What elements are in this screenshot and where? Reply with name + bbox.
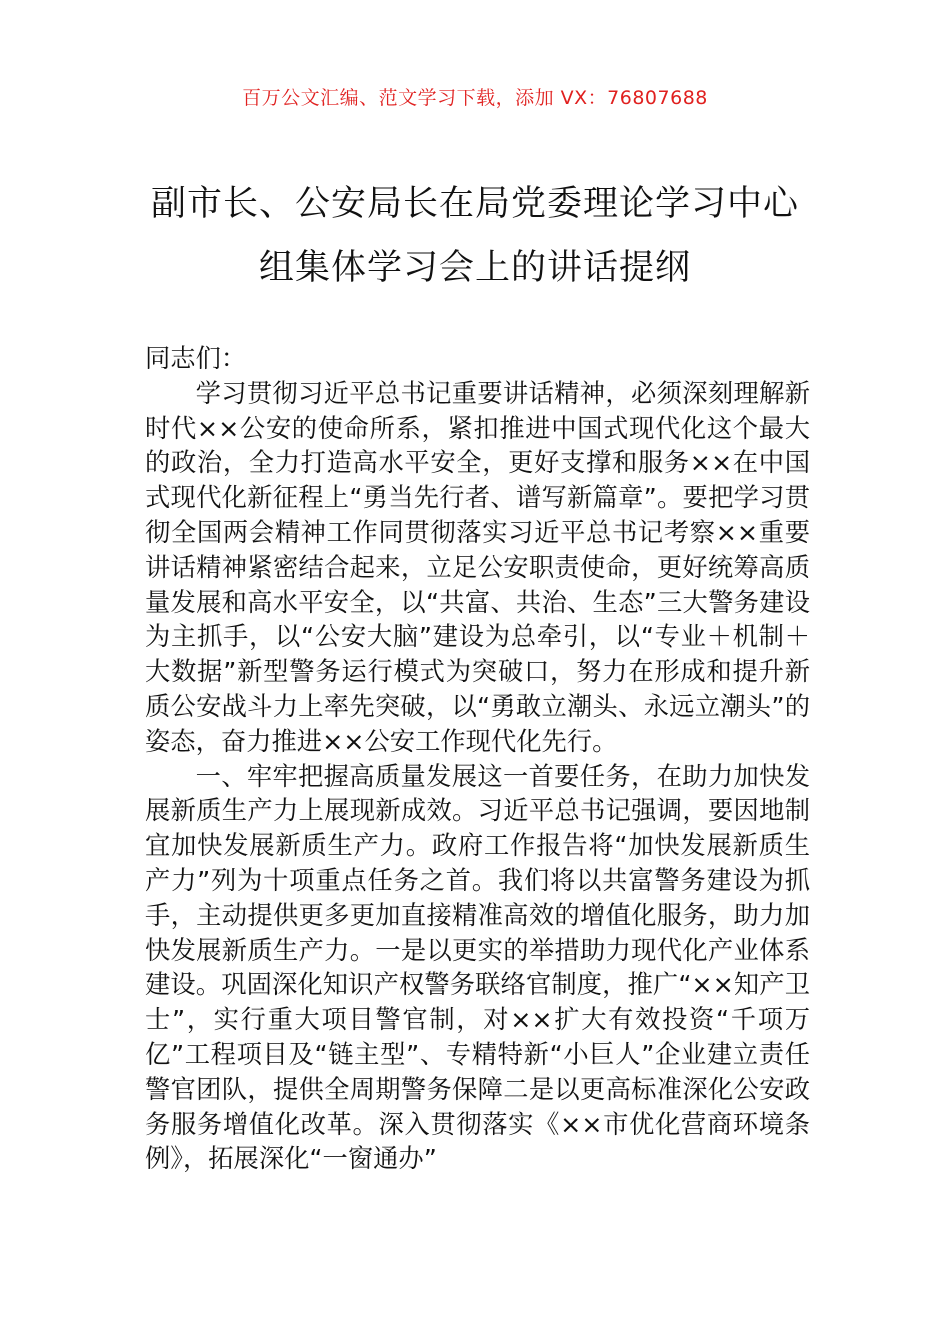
title-line-1: 副市长、公安局长在局党委理论学习中心: [150, 184, 799, 224]
title-line-2: 组集体学习会上的讲话提纲: [258, 248, 691, 288]
document-body: [145, 342, 810, 1177]
salutation: 同志们：: [145, 344, 247, 373]
paragraph-section-1: 一、牢牢把握高质量发展这一首要任务，在助力加快发展新质生产力上展现新成效。习近平总书记强调，要因地制宜加快发展新质生产力。政府工作报告将“加快发展新质生产力”列为十项重点任务之首。我们将以共富警务建设为抓手，主动提供更多更加直接精准高效的增值化服务，助力加快发展新质生产力。一是以更实的举措助力现代化产业体系建设。巩固深化知识产权警务联络官制度，推广“××知产卫士”，实行重大项目警官制，对××扩大有效投资“千项万亿”工程项目及“链主型”、专精特新“小巨人”企业建立责任警官团队，提供全周期警务保障二是以更高标准深化公安政务服务增值化改革。深入贯彻落实《××市优化营商环境条例》，拓展深化“一窗通办”: [145, 761, 810, 1174]
document-title: [100, 172, 850, 300]
paragraph-intro: 学习贯彻习近平总书记重要讲话精神，必须深刻理解新时代××公安的使命所系，紧扣推进中国式现代化这个最大的政治，全力打造高水平安全，更好支撑和服务××在中国式现代化新征程上“勇当先行者、谱写新篇章”。要把学习贯彻全国两会精神工作同贯彻落实习近平总书记考察××重要讲话精神紧密结合起来，立足公安职责使命，更好统筹高质量发展和高水平安全，以“共富、共治、生态”三大警务建设为主抓手，以“公安大脑”建设为总牵引，以“专业＋机制＋大数据”新型警务运行模式为突破口，努力在形成和提升新质公安战斗力上率先突破，以“勇敢立潮头、永远立潮头”的姿态，奋力推进××公安工作现代化先行。: [145, 378, 810, 756]
header-note: 百万公文汇编、范文学习下载，添加 VX：76807688: [242, 87, 708, 109]
